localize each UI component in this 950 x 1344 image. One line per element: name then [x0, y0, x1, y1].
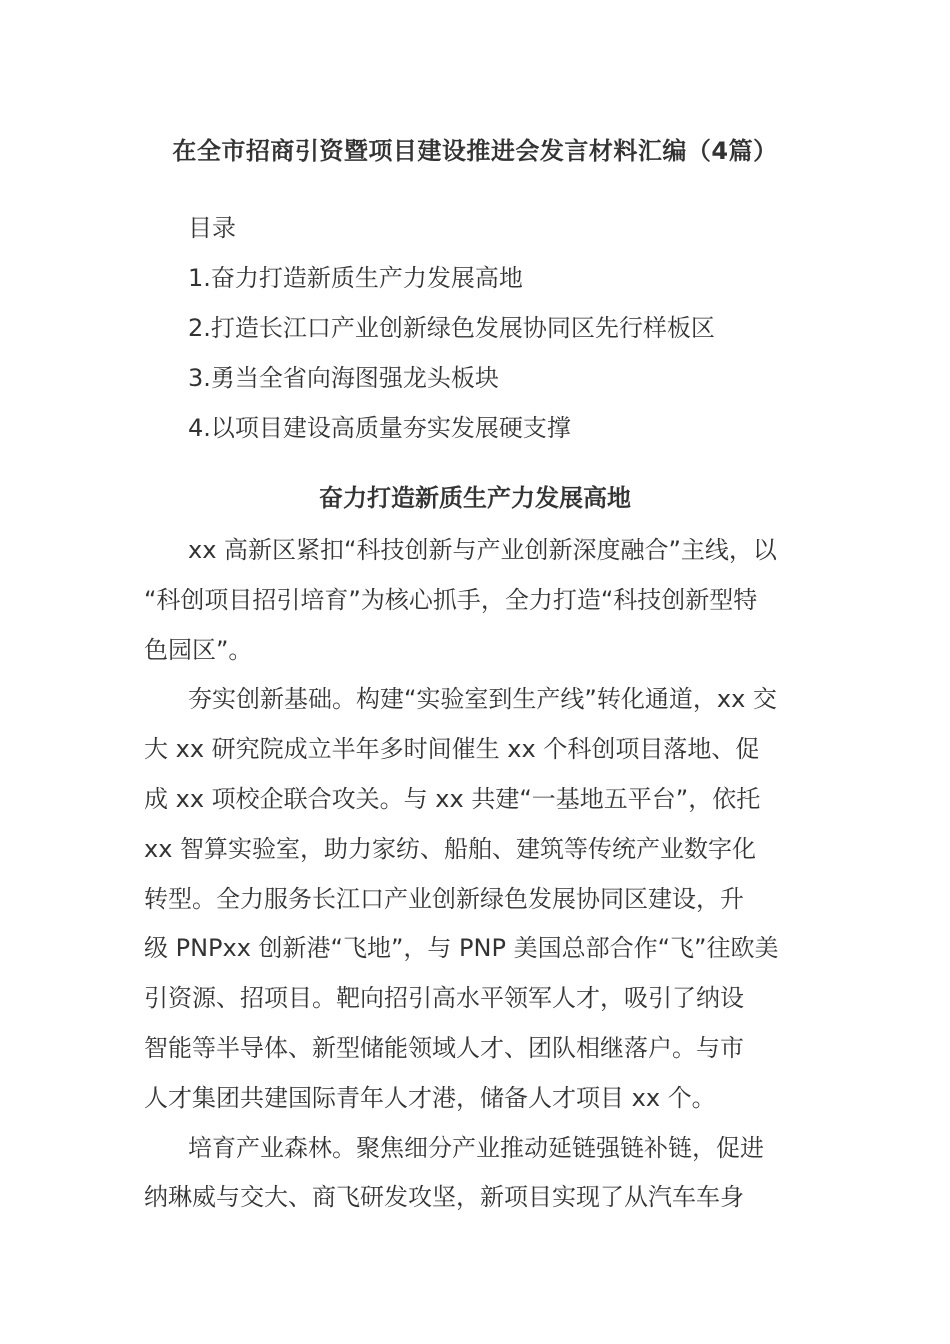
paragraph-line: 人才集团共建国际青年人才港，储备人才项目 xx 个。 [144, 1083, 716, 1112]
toc-item: 1.奋力打造新质生产力发展高地 [188, 264, 523, 292]
table-of-contents [188, 203, 828, 453]
paragraph-line: 引资源、招项目。靶向招引高水平领军人才，吸引了纳设 [144, 984, 744, 1013]
paragraph-line: 大 xx 研究院成立半年多时间催生 xx 个科创项目落地、促 [144, 735, 760, 764]
paragraph-line: “科创项目招引培育”为核心抓手，全力打造“科技创新型特 [144, 585, 758, 614]
toc-item: 4.以项目建设高质量夯实发展硬支撑 [188, 414, 571, 442]
section-title: 奋力打造新质生产力发展高地 [319, 484, 631, 512]
document-title: 在全市招商引资暨项目建设推进会发言材料汇编（4篇） [172, 137, 778, 165]
toc-heading: 目录 [188, 214, 236, 242]
toc-item: 3.勇当全省向海图强龙头板块 [188, 364, 499, 392]
paragraph-line: 夯实创新基础。构建“实验室到生产线”转化通道，xx 交 [188, 685, 777, 714]
toc-item: 2.打造长江口产业创新绿色发展协同区先行样板区 [188, 314, 715, 342]
paragraph-line: 成 xx 项校企联合攻关。与 xx 共建“一基地五平台”，依托 [144, 784, 761, 813]
paragraph-line: xx 高新区紧扣“科技创新与产业创新深度融合”主线，以 [188, 536, 777, 564]
paragraph-line: 纳琳威与交大、商飞研发攻坚，新项目实现了从汽车车身 [144, 1183, 744, 1212]
paragraph-line: 色园区”。 [144, 635, 253, 664]
paragraph-line: xx 智算实验室，助力家纺、船舶、建筑等传统产业数字化 [144, 834, 757, 863]
paragraph-line: 智能等半导体、新型储能领域人才、团队相继落户。与市 [144, 1033, 744, 1062]
paragraph-line: 级 PNPxx 创新港“飞地”，与 PNP 美国总部合作“飞”往欧美 [144, 934, 779, 963]
paragraph-line: 培育产业森林。聚焦细分产业推动延链强链补链，促进 [188, 1133, 764, 1162]
paragraph-line: 转型。全力服务长江口产业创新绿色发展协同区建设，升 [144, 884, 744, 913]
section-body [144, 526, 808, 1223]
